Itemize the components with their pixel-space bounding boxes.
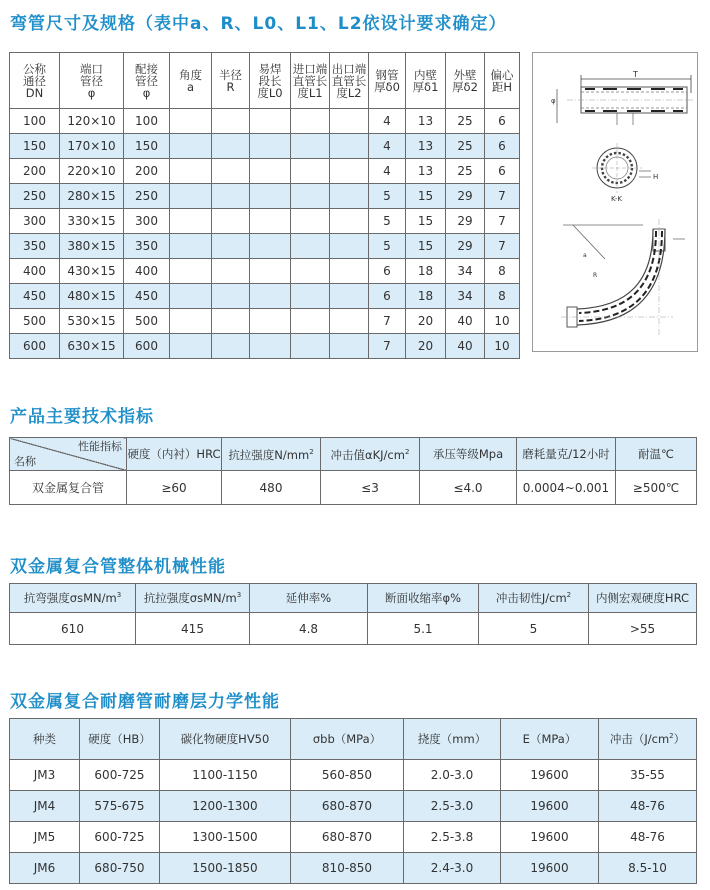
column-header-line: 公称	[23, 61, 46, 76]
column-header-suffix: ）	[673, 732, 686, 746]
table-cell: 10	[485, 334, 520, 359]
table-cell: 18	[406, 259, 446, 284]
table-cell	[250, 209, 291, 234]
table-cell: 560-850	[291, 760, 404, 791]
column-header-line: φ	[87, 85, 96, 100]
column-header	[222, 438, 321, 471]
table-cell	[212, 109, 250, 134]
table-cell	[330, 184, 369, 209]
table-cell: 600	[124, 334, 170, 359]
table-cell: 1500-1850	[160, 853, 291, 884]
svg-text:φ: φ	[551, 97, 556, 105]
column-header	[589, 584, 697, 613]
table-cell: 0.0004~0.001	[517, 471, 616, 505]
table-cell: 600-725	[80, 822, 160, 853]
section-title-bend-spec: 弯管尺寸及规格（表中a、R、L0、L1、L2依设计要求确定）	[10, 14, 507, 34]
column-header-text: 抗拉强度N/mm	[228, 447, 310, 462]
table-row	[10, 234, 520, 259]
table-cell: 480×15	[60, 284, 124, 309]
table-cell: 35-55	[599, 760, 697, 791]
table-cell: 19600	[501, 791, 599, 822]
column-header	[291, 53, 330, 109]
column-header-line: a	[186, 79, 195, 94]
table-cell: 280×15	[60, 184, 124, 209]
table-cell: 29	[446, 209, 485, 234]
table-cell	[250, 309, 291, 334]
table-cell: 480	[222, 471, 321, 505]
column-header-text: 承压等级Mpa	[432, 446, 504, 461]
column-header-line: 内壁	[414, 67, 437, 82]
table-cell: 7	[485, 184, 520, 209]
section-title-mechanical: 双金属复合管整体机械性能	[10, 557, 226, 577]
column-header-superscript: 2	[309, 448, 314, 457]
table-row	[10, 471, 697, 505]
table-cell: 2.5-3.8	[404, 822, 501, 853]
column-header-text: 冲击（J/cm	[609, 732, 670, 746]
corner-header-top: 性能指标	[78, 440, 122, 453]
table-cell: 200	[124, 159, 170, 184]
table-row	[10, 853, 697, 884]
column-header-line: 偏心	[490, 67, 514, 82]
column-header-text: 断面收缩率φ%	[384, 591, 461, 605]
row-name-cell: 双金属复合管	[10, 471, 127, 505]
column-header	[599, 719, 697, 760]
column-header-line: 管径	[135, 73, 158, 88]
column-header-line: 出口端	[331, 61, 367, 76]
table-cell: JM6	[10, 853, 80, 884]
table-row	[10, 613, 697, 645]
table-cell: >55	[589, 613, 697, 645]
column-header-line: 度L1	[297, 85, 323, 100]
table-cell	[291, 259, 330, 284]
column-header-text: 碳化物硬度HV50	[180, 732, 270, 746]
column-header	[404, 719, 501, 760]
table-row	[10, 209, 520, 234]
column-header	[124, 53, 170, 109]
table-row	[10, 822, 697, 853]
table-row	[10, 791, 697, 822]
bend-pipe-diagram	[532, 52, 698, 352]
table-cell: 610	[10, 613, 136, 645]
table-row	[10, 259, 520, 284]
table-cell: 600-725	[80, 760, 160, 791]
column-header	[368, 584, 479, 613]
table-cell	[250, 184, 291, 209]
column-header	[616, 438, 697, 471]
table-cell	[212, 134, 250, 159]
table-cell: 680-750	[80, 853, 160, 884]
column-header	[406, 53, 446, 109]
column-header-line: 易焊	[258, 61, 282, 76]
table-cell: 1300-1500	[160, 822, 291, 853]
table-cell: 13	[406, 134, 446, 159]
table-cell	[170, 309, 212, 334]
table-cell	[330, 259, 369, 284]
table-cell: 7	[485, 234, 520, 259]
column-header	[517, 438, 616, 471]
column-header	[250, 584, 368, 613]
table-cell	[330, 309, 369, 334]
column-header-text: 抗拉强度σsMN/m	[143, 591, 237, 605]
table-cell	[330, 334, 369, 359]
table-row	[10, 334, 520, 359]
table-cell	[250, 259, 291, 284]
table-cell: 25	[446, 159, 485, 184]
column-header-line: DN	[25, 85, 44, 100]
table-cell	[212, 334, 250, 359]
column-header	[60, 53, 124, 109]
column-header-text: 冲击韧性J/cm	[495, 591, 567, 605]
table-cell	[212, 234, 250, 259]
table-cell: 34	[446, 259, 485, 284]
table-cell: 100	[124, 109, 170, 134]
table-cell: 500	[10, 309, 60, 334]
table-cell: 25	[446, 134, 485, 159]
column-header-line: 距H	[491, 79, 513, 94]
column-header-line: 外壁	[453, 67, 477, 82]
table-cell	[330, 284, 369, 309]
table-cell: 6	[369, 284, 406, 309]
column-header-superscript: 2	[404, 448, 410, 457]
table-cell	[212, 284, 250, 309]
table-cell: 4	[369, 109, 406, 134]
table-cell: 8.5-10	[599, 853, 697, 884]
column-header-line: 段长	[258, 73, 282, 88]
table-cell	[170, 284, 212, 309]
table-cell	[212, 259, 250, 284]
table-cell: 450	[124, 284, 170, 309]
section-title-tech-indicators: 产品主要技术指标	[10, 407, 154, 427]
table-cell: 4	[369, 134, 406, 159]
table-cell: 350	[10, 234, 60, 259]
table-cell: 300	[124, 209, 170, 234]
table-cell: 400	[124, 259, 170, 284]
column-header	[446, 53, 485, 109]
table-cell: 530×15	[60, 309, 124, 334]
diagram-label-section: K-K	[611, 195, 622, 203]
table-cell: 34	[446, 284, 485, 309]
table-cell: 18	[406, 284, 446, 309]
table-cell	[291, 284, 330, 309]
column-header-line: 管径	[80, 73, 103, 88]
table-cell	[291, 209, 330, 234]
column-header-text: 硬度（内衬）HRC	[127, 446, 221, 461]
table-cell: 170×10	[60, 134, 124, 159]
table-cell	[250, 284, 291, 309]
table-row	[10, 284, 520, 309]
table-cell: 6	[485, 159, 520, 184]
table-cell: JM4	[10, 791, 80, 822]
table-cell: 5	[369, 184, 406, 209]
table-cell: 15	[406, 209, 446, 234]
column-header	[170, 53, 212, 109]
column-header	[369, 53, 406, 109]
table-cell: 7	[485, 209, 520, 234]
table-cell: 20	[406, 309, 446, 334]
diagram-label-top: T	[633, 70, 638, 79]
table-cell: 19600	[501, 760, 599, 791]
table-cell: 15	[406, 234, 446, 259]
column-header-line: 厚δ1	[412, 79, 439, 94]
table-cell: 2.0-3.0	[404, 760, 501, 791]
table-cell	[170, 234, 212, 259]
table-cell: 6	[485, 109, 520, 134]
table-cell: 2.4-3.0	[404, 853, 501, 884]
table-cell	[212, 184, 250, 209]
table-cell: 330×15	[60, 209, 124, 234]
table-cell: 48-76	[599, 822, 697, 853]
column-header-text: 磨耗量克/12小时	[522, 446, 610, 461]
table-cell	[250, 234, 291, 259]
table-cell: 1200-1300	[160, 791, 291, 822]
table-cell: 415	[136, 613, 250, 645]
column-header-line: 钢管	[375, 67, 399, 82]
table-cell: 380×15	[60, 234, 124, 259]
table-cell: 300	[10, 209, 60, 234]
table-cell: 430×15	[60, 259, 124, 284]
column-header-line: 直管长	[331, 73, 367, 88]
column-header	[127, 438, 222, 471]
table-cell: 20	[406, 334, 446, 359]
table-cell	[212, 209, 250, 234]
table-cell: 500	[124, 309, 170, 334]
table-cell	[250, 109, 291, 134]
table-cell: JM3	[10, 760, 80, 791]
table-row	[10, 109, 520, 134]
column-header	[10, 719, 80, 760]
table-cell: 4.8	[250, 613, 368, 645]
table-cell: 120×10	[60, 109, 124, 134]
table-cell: 350	[124, 234, 170, 259]
table-row	[10, 159, 520, 184]
mechanical-properties-table	[9, 583, 697, 645]
table-cell	[330, 134, 369, 159]
table-cell: ≤4.0	[420, 471, 517, 505]
table-cell	[170, 259, 212, 284]
table-cell: 13	[406, 109, 446, 134]
diagram-label-offset: H	[653, 173, 659, 181]
table-row	[10, 184, 520, 209]
column-header	[291, 719, 404, 760]
table-cell: 25	[446, 109, 485, 134]
table-cell	[330, 234, 369, 259]
table-cell	[291, 234, 330, 259]
column-header-text: σbb（MPa）	[312, 732, 382, 746]
table-cell: 13	[406, 159, 446, 184]
column-header-line: 进口端	[292, 61, 328, 76]
table-cell: 100	[10, 109, 60, 134]
table-cell	[170, 109, 212, 134]
table-cell: 19600	[501, 822, 599, 853]
table-cell: 150	[124, 134, 170, 159]
table-cell: 6	[369, 259, 406, 284]
column-header-line: 厚δ0	[374, 79, 400, 94]
column-header	[10, 584, 136, 613]
column-header-line: 角度	[179, 67, 202, 82]
table-cell: 29	[446, 234, 485, 259]
table-cell: 10	[485, 309, 520, 334]
table-cell: ≥60	[127, 471, 222, 505]
table-cell	[170, 184, 212, 209]
column-header-line: 度L2	[336, 85, 362, 100]
table-cell	[330, 159, 369, 184]
column-header	[321, 438, 420, 471]
table-cell: ≥500℃	[616, 471, 697, 505]
table-cell	[250, 159, 291, 184]
table-cell: 5	[479, 613, 589, 645]
corner-header	[10, 438, 127, 471]
table-cell: 4	[369, 159, 406, 184]
table-cell: 450	[10, 284, 60, 309]
column-header	[212, 53, 250, 109]
table-cell	[330, 209, 369, 234]
table-cell: 250	[10, 184, 60, 209]
column-header-line: 端口	[80, 61, 103, 76]
section-title-wear-layer: 双金属复合耐磨管耐磨层力学性能	[10, 692, 280, 712]
table-cell: 5.1	[368, 613, 479, 645]
table-cell: 250	[124, 184, 170, 209]
table-cell	[170, 159, 212, 184]
column-header	[420, 438, 517, 471]
column-header	[160, 719, 291, 760]
table-cell	[291, 309, 330, 334]
column-header-superscript: 3	[236, 591, 242, 600]
table-cell: 575-675	[80, 791, 160, 822]
table-cell	[170, 334, 212, 359]
table-cell: ≤3	[321, 471, 420, 505]
table-cell	[170, 134, 212, 159]
column-header-line: 厚δ2	[452, 79, 478, 94]
tech-indicators-table	[9, 437, 697, 505]
table-row	[10, 760, 697, 791]
table-cell	[291, 109, 330, 134]
table-cell	[170, 209, 212, 234]
table-cell: 8	[485, 259, 520, 284]
column-header	[80, 719, 160, 760]
column-header-superscript: 3	[116, 591, 122, 600]
table-cell	[250, 334, 291, 359]
table-cell: 150	[10, 134, 60, 159]
svg-text:R: R	[593, 272, 598, 279]
bend-pipe-drawing	[533, 53, 697, 351]
column-header	[501, 719, 599, 760]
column-header-line: 直管长	[292, 73, 328, 88]
table-cell	[291, 334, 330, 359]
column-header-line: 度L0	[257, 85, 283, 100]
table-cell	[212, 159, 250, 184]
column-header-superscript: 2	[566, 591, 572, 600]
column-header	[479, 584, 589, 613]
table-cell: 680-870	[291, 791, 404, 822]
table-row	[10, 134, 520, 159]
table-cell: 630×15	[60, 334, 124, 359]
table-cell: 40	[446, 334, 485, 359]
column-header-text: E（MPa）	[522, 732, 577, 746]
bend-spec-table	[9, 52, 520, 359]
table-cell: 8	[485, 284, 520, 309]
corner-header-bottom: 名称	[14, 455, 36, 468]
svg-text:a: a	[583, 252, 587, 259]
table-cell: 40	[446, 309, 485, 334]
column-header-text: 硬度（HB）	[88, 732, 151, 746]
column-header	[250, 53, 291, 109]
column-header	[10, 53, 60, 109]
column-header-text: 耐温℃	[638, 446, 674, 461]
column-header-line: 配接	[135, 61, 158, 76]
table-cell: 200	[10, 159, 60, 184]
column-header-line: 通径	[23, 73, 46, 88]
table-cell: 1100-1150	[160, 760, 291, 791]
table-cell: 6	[485, 134, 520, 159]
table-cell: 48-76	[599, 791, 697, 822]
table-cell: 810-850	[291, 853, 404, 884]
table-cell: 400	[10, 259, 60, 284]
table-cell: 29	[446, 184, 485, 209]
table-cell: 680-870	[291, 822, 404, 853]
column-header-text: 种类	[33, 732, 56, 746]
table-cell: 5	[369, 209, 406, 234]
table-cell: 600	[10, 334, 60, 359]
table-cell	[291, 134, 330, 159]
table-cell: 220×10	[60, 159, 124, 184]
table-cell	[330, 109, 369, 134]
table-cell	[291, 159, 330, 184]
table-cell: 15	[406, 184, 446, 209]
table-cell: 7	[369, 309, 406, 334]
column-header-text: 抗弯强度σsMN/m	[23, 591, 117, 605]
table-cell	[250, 134, 291, 159]
column-header	[136, 584, 250, 613]
column-header	[330, 53, 369, 109]
column-header-text: 内侧宏观硬度HRC	[595, 591, 690, 605]
column-header-text: 冲击值αKJ/cm	[330, 447, 405, 462]
table-cell: 2.5-3.0	[404, 791, 501, 822]
column-header-line: φ	[142, 85, 151, 100]
wear-layer-table	[9, 718, 697, 884]
table-cell	[212, 309, 250, 334]
table-cell: 7	[369, 334, 406, 359]
table-cell: JM5	[10, 822, 80, 853]
column-header-superscript: 2	[669, 732, 674, 741]
table-cell: 19600	[501, 853, 599, 884]
table-cell: 5	[369, 234, 406, 259]
column-header-line: R	[226, 79, 235, 94]
column-header	[485, 53, 520, 109]
table-cell	[291, 184, 330, 209]
table-row	[10, 309, 520, 334]
column-header-text: 延伸率%	[285, 591, 332, 605]
column-header-text: 挠度（mm）	[417, 732, 487, 746]
column-header-line: 半径	[219, 67, 242, 82]
